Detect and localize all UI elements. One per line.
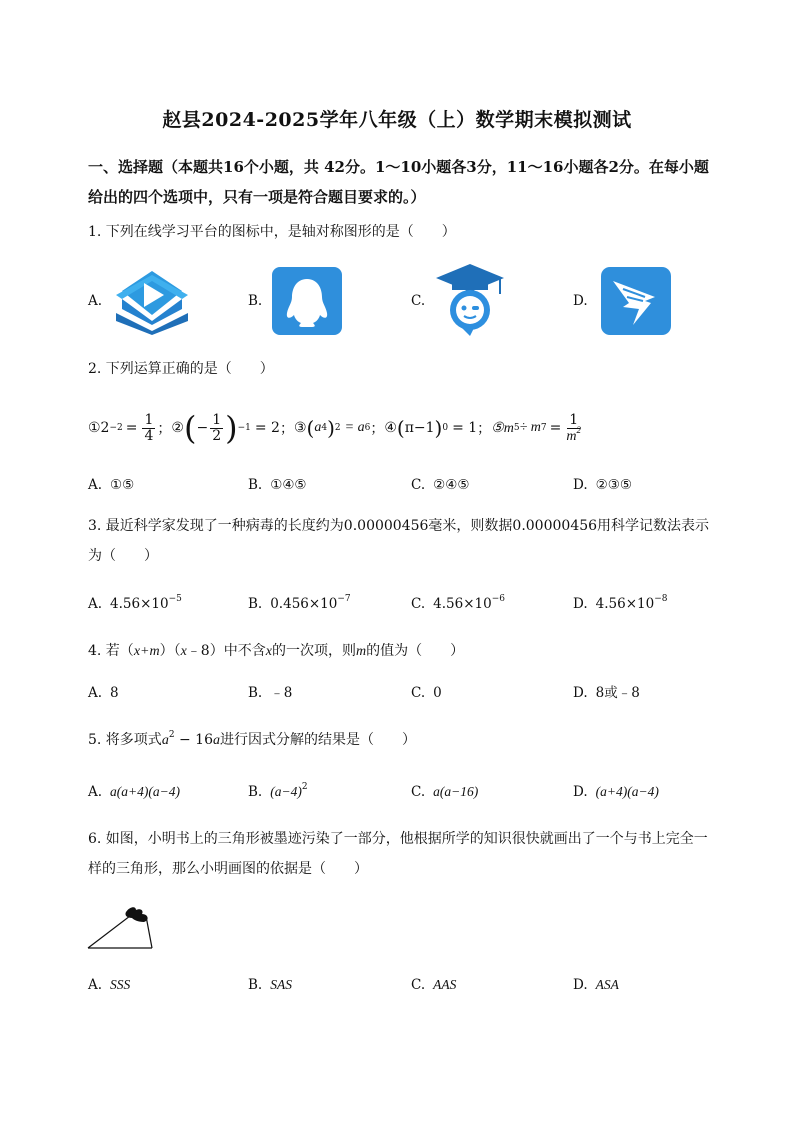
expr-5-fraction <box>566 413 581 444</box>
question-1: 1. 下列在线学习平台的图标中，是轴对称图形的是（ ） <box>88 224 456 240</box>
q1-option-d-label: D. <box>573 293 588 309</box>
frac-num: 1 <box>144 411 154 428</box>
expr-3-eq: = a <box>344 420 365 435</box>
q5-option-a: A. a(a+4)(a−4) <box>88 784 180 800</box>
paren-close: ) <box>225 409 238 447</box>
q1-option-c-label: C. <box>411 293 426 309</box>
expr-2-eq: = 2 <box>254 420 280 436</box>
q6-option-b: B. SAS <box>248 977 292 993</box>
q3-option-a: A. $4.56\times 10^{-5}$ <box>88 594 182 612</box>
play-platform-icon <box>112 265 192 335</box>
sep-1: ； <box>157 421 172 437</box>
q2-option-a: A. ①⑤ <box>88 477 135 493</box>
frac-num: 1 <box>569 411 579 428</box>
sep-3: ； <box>370 421 385 437</box>
q6-option-c: C. AAS <box>411 977 457 993</box>
frac-den <box>566 424 581 444</box>
q4-option-d: D. 8或﹣8 <box>573 685 640 701</box>
question-3: 3. 最近科学家发现了一种病毒的长度约为0.00000456毫米，则数据0.00000456用科学记数法表示为（ ） <box>88 518 710 564</box>
q2-option-c: C. ②④⑤ <box>411 477 470 493</box>
expr-4-inner: π−1 <box>404 420 435 436</box>
q6-options <box>88 970 718 1000</box>
expr-1-eq: = <box>125 420 138 436</box>
q6-option-a: A. SSS <box>88 977 131 993</box>
q3-option-c: C. $4.56\times 10^{-6}$ <box>411 594 505 612</box>
q2-expressions: ①2 −2 = $\frac{1}{4}$ ； ② ( − $\frac{1}{2}$ ) −1 = 2 ； ③ ( a 4 ) 2 = a 6 ； ④ ( π−1 ) 0 = 1 ； ⑤m 5 ÷ m 7 = $\frac{1}{m^2}$ <box>88 409 581 447</box>
q2-options <box>88 470 718 500</box>
sep-4: ； <box>477 421 492 437</box>
frac-den-exp: 2 <box>576 424 581 435</box>
expr-1-fraction <box>142 413 155 444</box>
frac-den: 4 <box>144 427 154 444</box>
q2-option-d: D. ②③⑤ <box>573 477 632 493</box>
q3-option-d: D. $4.56\times 10^{-8}$ <box>573 594 668 612</box>
frac-num: 1 <box>212 411 222 428</box>
q5-option-b: B. $(a-4)^2$ <box>248 782 308 800</box>
q4-option-b: B. ﹣8 <box>248 685 293 701</box>
question-4: 4. 若（x+m）（x﹣8）中不含x的一次项，则m的值为（ ） <box>88 643 465 659</box>
q2-option-b: B. ①④⑤ <box>248 477 307 493</box>
frac-den: 2 <box>212 427 222 444</box>
question-2: 2. 下列运算正确的是（ ） <box>88 361 274 377</box>
q4-option-a: A. 8 <box>88 685 119 701</box>
section-heading: 一、选择题（本题共16个小题，共 42分。1～10小题各3分，11～16小题各2分。在每小题给出的四个选项中，只有一项是符合题目要求的。） <box>88 158 709 206</box>
q5-option-c: C. a(a−16) <box>411 784 479 800</box>
expr-4-eq: = 1 <box>452 420 478 436</box>
q1-option-b-label: B. <box>248 293 263 309</box>
paren-open: ( <box>183 409 197 447</box>
expr-5-base: ⑤m <box>491 420 514 436</box>
expr-1-base: ①2 <box>88 420 110 436</box>
stained-triangle-figure <box>86 902 156 952</box>
expr-5-eq: = <box>549 420 562 436</box>
q5-options <box>88 777 718 807</box>
frac-den-base: m <box>566 428 577 444</box>
q6-option-d: D. ASA <box>573 977 619 993</box>
q3-options <box>88 589 718 619</box>
expr-4-label: ④ <box>384 420 397 436</box>
expr-2-label: ② <box>171 420 184 436</box>
q4-option-c: C. 0 <box>411 685 442 701</box>
graduation-cap-icon <box>434 262 506 336</box>
q5-option-d: D. (a+4)(a−4) <box>573 784 659 800</box>
sep-2: ； <box>279 421 294 437</box>
expr-3-label: ③ <box>293 420 307 436</box>
expr-5-div: ÷ m <box>519 420 541 435</box>
exam-title: 赵县2024-2025学年八年级（上）数学期末模拟测试 <box>162 109 632 131</box>
q3-option-b: B. $0.456\times 10^{-7}$ <box>248 594 351 612</box>
q1-option-a-label: A. <box>88 293 103 309</box>
penguin-app-icon <box>272 267 342 335</box>
question-5: 5. 将多项式$a^2 - 16a$进行因式分解的结果是（ ） <box>88 730 416 748</box>
wing-app-icon <box>601 267 671 335</box>
q4-options <box>88 678 718 708</box>
question-6: 6. 如图，小明书上的三角形被墨迹污染了一部分，他根据所学的知识很快就画出了一个与书上完全一样的三角形，那么小明画图的依据是（ ） <box>88 831 708 877</box>
expr-2-fraction <box>210 413 223 444</box>
